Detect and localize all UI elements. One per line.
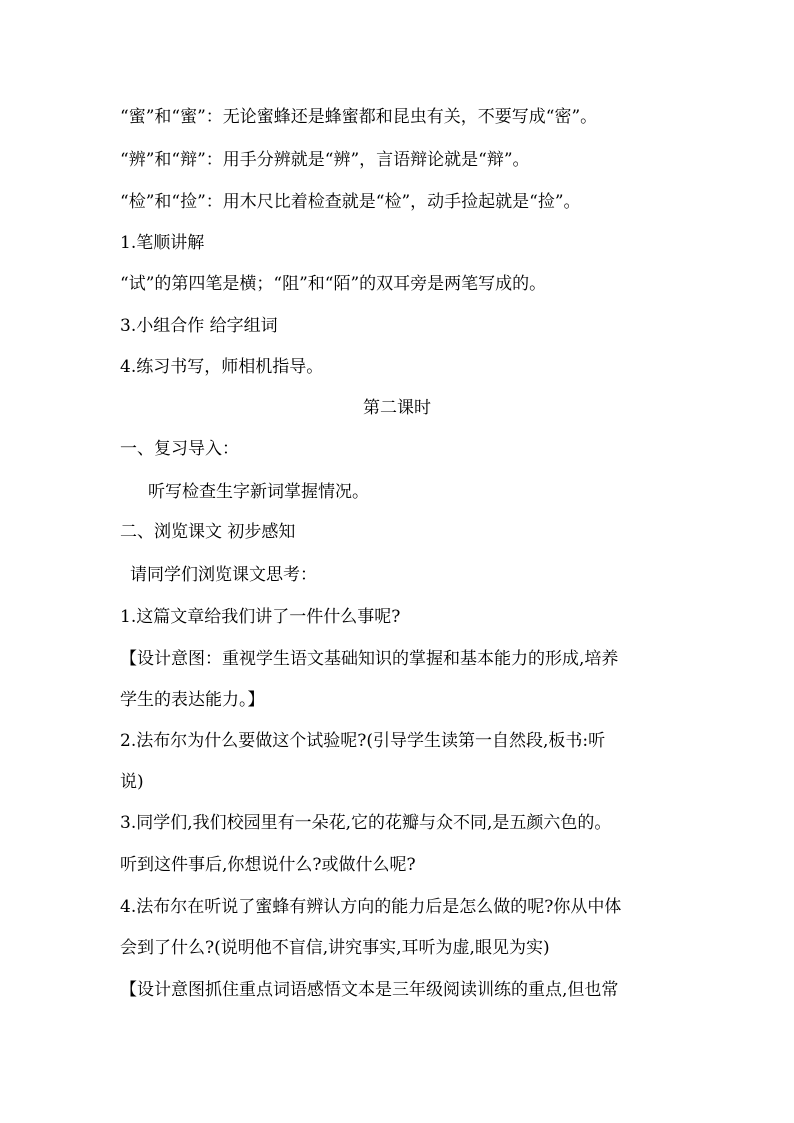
text-line: “试”的第四笔是横；“阻”和“陌”的双耳旁是两笔写成的。 — [120, 274, 547, 294]
section-heading: 一、复习导入： — [120, 439, 239, 459]
design-intent-note: 【设计意图：重视学生语文基础知识的掌握和基本能力的形成,培养 — [120, 649, 619, 669]
text-line: 听到这件事后,你想说什么?或做什么呢? — [120, 855, 416, 875]
text-line: “检”和“捡”：用木尺比着检查就是“检”，动手捡起就是“捡”。 — [120, 192, 581, 212]
list-item: 2.法布尔为什么要做这个试验呢?(引导学生读第一自然段,板书:听 — [120, 731, 606, 751]
list-item: 4.练习书写，师相机指导。 — [120, 357, 324, 377]
design-intent-note: 【设计意图抓住重点词语感悟文本是三年级阅读训练的重点,但也常 — [120, 980, 619, 1000]
text-line: 说) — [120, 772, 144, 792]
design-intent-note: 学生的表达能力。】 — [120, 690, 265, 710]
list-item: 1.笔顺讲解 — [120, 233, 205, 253]
list-item: 3.同学们,我们校园里有一朵花,它的花瓣与众不同,是五颜六色的。 — [120, 813, 612, 833]
text-line: 听写检查生字新词掌握情况。 — [148, 482, 369, 502]
text-line: “蜜”和“蜜”：无论蜜蜂还是蜂蜜都和昆虫有关，不要写成“密”。 — [120, 107, 598, 127]
list-item: 4.法布尔在听说了蜜蜂有辨认方向的能力后是怎么做的呢?你从中体 — [120, 897, 622, 917]
section-heading: 第二课时 — [363, 398, 431, 418]
list-item: 1.这篇文章给我们讲了一件什么事呢? — [120, 607, 401, 627]
list-item: 3.小组合作 给字组词 — [120, 316, 278, 336]
section-heading: 二、浏览课文 初步感知 — [120, 522, 296, 542]
text-line: “辨”和“辩”：用手分辨就是“辨”，言语辩论就是“辩”。 — [120, 150, 530, 170]
text-line: 会到了什么?(说明他不盲信,讲究事实,耳听为虚,眼见为实) — [120, 938, 550, 958]
text-line: 请同学们浏览课文思考： — [130, 565, 317, 585]
